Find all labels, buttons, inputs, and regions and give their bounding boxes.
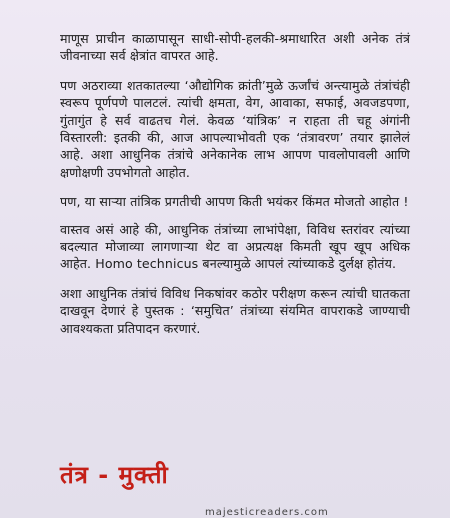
paragraph-5: अशा आधुनिक तंत्रांचं विविध निकषांवर कठोर परीक्षण करून त्यांची घातकता दाखवून देणारं हे पुस्तक : ‘समुचित’ तंत्रांच्या संयमित वापराकडे जाण्याची आवश्यकता प्रतिपादन करणारं. bbox=[60, 285, 410, 336]
paragraph-3: पण, या साऱ्या तांत्रिक प्रगतीची आपण किती भयंकर किंमत मोजतो आहोत ! bbox=[60, 194, 409, 210]
paragraph-1: माणूस प्राचीन काळापासून साधी-सोपी-हलकी-श्रमाधारित अशी अनेक तंत्रं जीवनाच्या सर्व क्षेत्रांत वापरत आहे. bbox=[60, 31, 410, 64]
paragraph-4: वास्तव असं आहे की, आधुनिक तंत्रांच्या लाभांपेक्षा, विविध स्तरांवर त्यांच्या बदल्यात मोजाव्या लागणाऱ्या थेट वा अप्रत्यक्ष किमती खूप खूप अधिक आहेत. Homo technicus बनल्यामुळे आपलं त्यांच्याकडे दुर्लक्ष होतंय. bbox=[60, 221, 410, 272]
paragraph-2: पण अठराव्या शतकातल्या ‘औद्योगिक क्रांती’मुळे ऊर्जांचं अन्त्यामुळे तंत्रांचंही स्वरूप पूर्णपणे पालटलं. त्यांची क्षमता, वेग, आवाका, सफाई, अवजडपणा, गुंतागुंत हे सर्व वाढतच गेलं. केवळ ‘यांत्रिक’ न राहता ती चहू अंगांनी विस्तारली: इतकी की, आज आपल्याभोवती एक ‘तंत्रावरण’ तयार झालेलं आहे. अशा आधुनिक तंत्रांचे अनेकानेक लाभ आपण पावलोपावली आणि क्षणोक्षणी उपभोगतो आहोत. bbox=[60, 77, 410, 180]
book-title: तंत्र - मुक्ती bbox=[60, 461, 169, 489]
website-watermark: majesticreaders.com bbox=[205, 507, 329, 518]
blurb-text bbox=[60, 30, 410, 347]
